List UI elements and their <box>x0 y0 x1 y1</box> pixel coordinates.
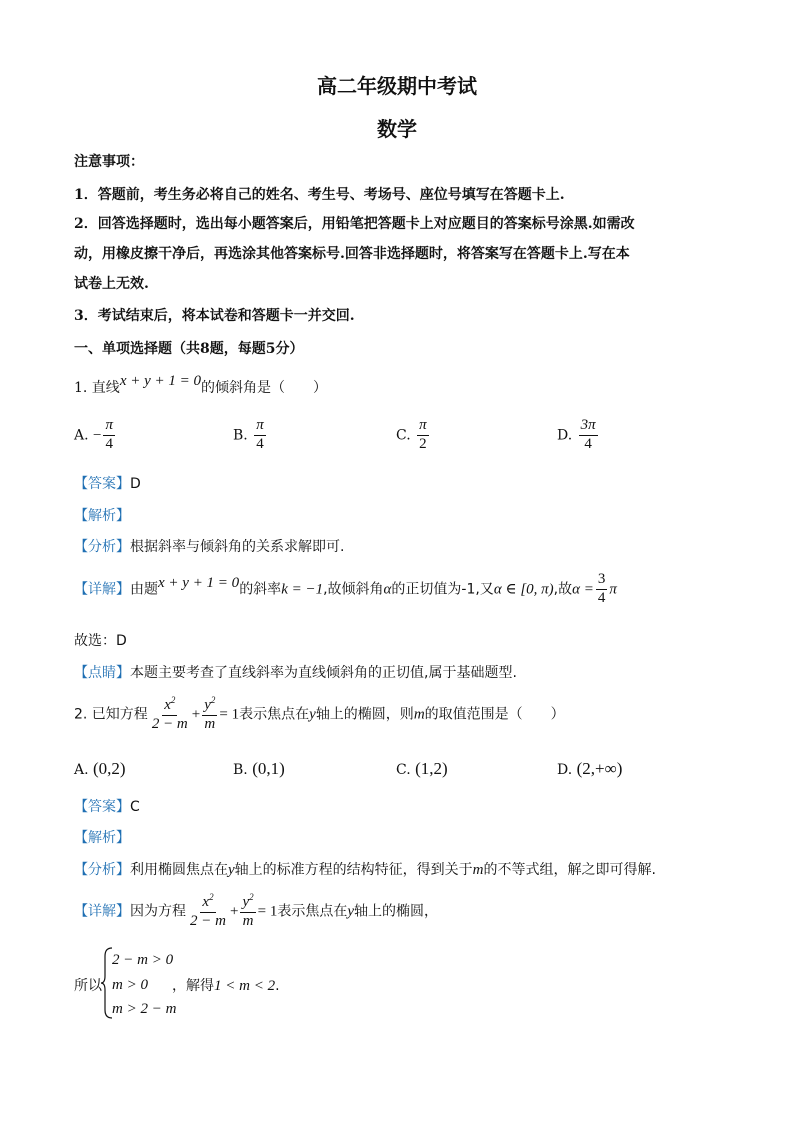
answer-line: 【答案】C <box>74 799 140 815</box>
fenxi-line: 【分析】根据斜率与倾斜角的关系求解即可. <box>74 539 345 555</box>
option-d: D. (2,+∞) <box>557 759 623 778</box>
notice-item: 2．回答选择题时，选出每小题答案后，用铅笔把答题卡上对应题目的答案标号涂黑.如需改 <box>74 216 635 232</box>
notice-item: 试卷上无效. <box>74 276 149 292</box>
option-a: A. − $\frac{\pi}{4}$ <box>74 417 113 452</box>
notice-item: 动，用橡皮擦干净后，再选涂其他答案标号.回答非选择题时，将答案写在答题卡上.写在本 <box>74 246 630 262</box>
analysis-heading: 【解析】 <box>74 830 130 846</box>
system-line: m > 2 − m <box>112 1001 177 1017</box>
fenxi-line: 【分析】利用椭圆焦点在y轴上的标准方程的结构特征，得到关于m的不等式组，解之即可得解. <box>74 862 656 878</box>
section-heading: 一、单项选择题（共8题，每题5分） <box>74 341 304 357</box>
answer-line: 【答案】D <box>74 476 141 492</box>
system-line: 2 − m > 0 <box>112 952 174 968</box>
option-c: C. $\frac{\pi}{2}$ <box>396 417 427 452</box>
analysis-heading: 【解析】 <box>74 508 130 524</box>
option-c: C. (1,2) <box>396 759 448 778</box>
detail-line: 【详解】由题x + y + 1 = 0的斜率k = −1,故倾斜角α的正切值为-1,又α ∈ [0, π),故α = $\frac{3}{4}$ π <box>74 571 617 606</box>
dianjing-line: 【点睛】本题主要考查了直线斜率为直线倾斜角的正切值,属于基础题型. <box>74 665 517 681</box>
option-d: D. $\frac{3\pi}{4}$ <box>557 417 596 452</box>
detail-line: 【详解】因为方程 $\frac{x^2}{2 - m}$ + $\frac{y^2}{m}$ = 1表示焦点在y轴上的椭圆， <box>74 892 438 929</box>
system-result: ，解得1 < m < 2. <box>172 978 280 994</box>
notice-heading: 注意事项： <box>74 154 144 170</box>
system-line: m > 0 <box>112 977 148 993</box>
option-b: B. $\frac{\pi}{4}$ <box>233 417 264 452</box>
notice-item: 3．考试结束后，将本试卷和答题卡一并交回. <box>74 308 355 324</box>
equation: x + y + 1 = 0 <box>119 373 201 389</box>
question-1-stem: 1. 直线x + y + 1 = 0的倾斜角是（ ） <box>74 373 327 396</box>
choose-line: 故选：D <box>74 633 127 649</box>
option-a: A. (0,2) <box>74 759 126 778</box>
system-prefix: 所以 <box>74 978 102 994</box>
page-title: 高二年级期中考试 <box>317 74 477 98</box>
question-2-stem: 2. 已知方程 $\frac{x^2}{2 - m}$ + $\frac{y^2}{m}$ = 1表示焦点在y轴上的椭圆，则m的取值范围是（ ） <box>74 695 565 732</box>
option-b: B. (0,1) <box>233 759 285 778</box>
subject-title: 数学 <box>377 117 417 141</box>
notice-item: 1．答题前，考生务必将自己的姓名、考生号、考场号、座位号填写在答题卡上. <box>74 187 565 203</box>
